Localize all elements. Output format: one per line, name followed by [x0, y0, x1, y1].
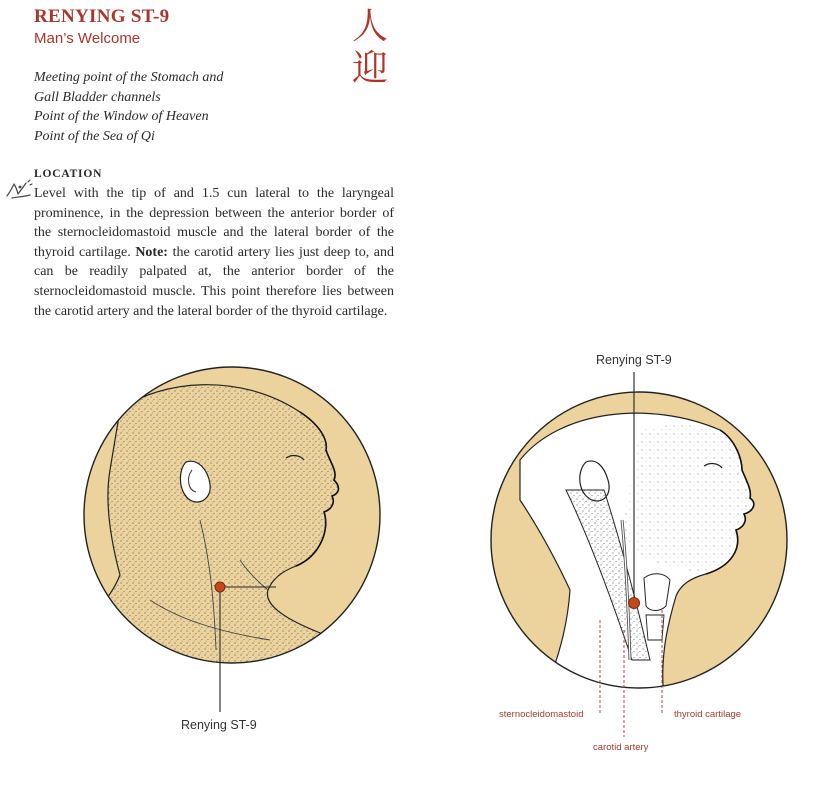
- left-point-label: Renying ST-9: [181, 718, 257, 732]
- location-text-part2: the carotid artery lies just deep to, and can be readily palpated at, the anterior border of the sternocleidomastoid muscle. This point therefore lies between the carotid artery and the lateral border of the thyroid cartilage.: [34, 244, 394, 319]
- carotid-artery-label: carotid artery: [593, 742, 649, 753]
- right-point-label: Renying ST-9: [596, 353, 672, 367]
- descriptor-line: Point of the Sea of Qi: [34, 128, 155, 144]
- descriptor-line: Meeting point of the Stomach and: [34, 70, 224, 85]
- chinese-char-ren: 人: [351, 6, 388, 47]
- page-subtitle: Man’s Welcome: [34, 30, 141, 47]
- sternocleidomastoid-label: sternocleidomastoid: [499, 709, 584, 720]
- page-title: RENYING ST-9: [34, 6, 170, 27]
- right-acupoint-marker: [629, 598, 640, 609]
- left-acupoint-marker: [215, 582, 225, 592]
- right-thyroid-cartilage: [644, 574, 670, 611]
- location-text-part1: Level with the tip of and 1.5 cun lateral to the laryngeal prominence, in the depression between the anterior border of the sternocleidomastoid muscle and the lateral border of the thyroid cartilage.: [34, 186, 394, 260]
- thyroid-cartilage-label: thyroid cartilage: [674, 709, 742, 720]
- location-heading: LOCATION: [34, 168, 103, 180]
- descriptor-line: Gall Bladder channels: [34, 89, 161, 105]
- right-figure: [491, 372, 787, 737]
- note-label: Note:: [135, 244, 168, 260]
- descriptor-line: Point of the Window of Heaven: [34, 109, 209, 124]
- left-figure: [60, 367, 400, 712]
- chinese-char-ying: 迎: [351, 48, 388, 89]
